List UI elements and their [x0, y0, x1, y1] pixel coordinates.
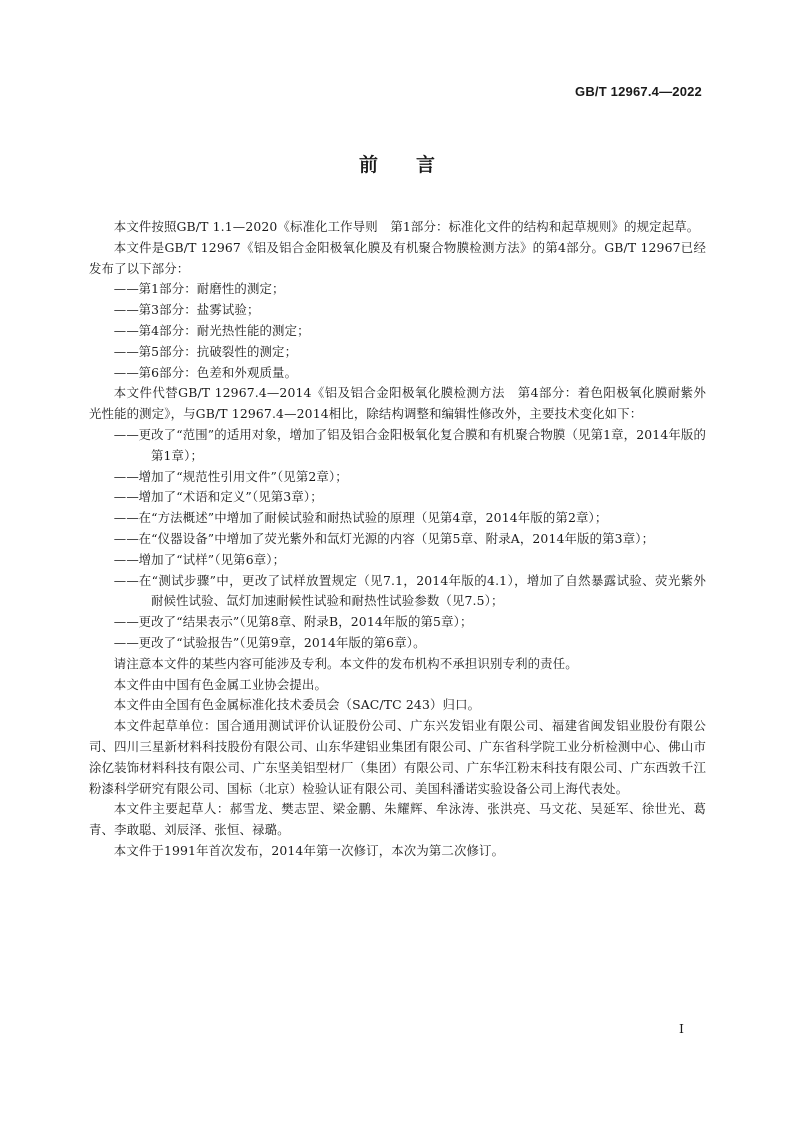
dash-marker: ——	[113, 322, 139, 338]
list-item-part: ——第3部分：盐雾试验；	[114, 300, 706, 321]
paragraph-replaces: 本文件代替GB/T 12967.4—2014《铝及铝合金阳极氧化膜检测方法 第4部分：着色阳极氧化膜耐紫外光性能的测定》，与GB/T 12967.4—2014相比，除结构调整和编辑性修改外，主要技术变化如下：	[89, 385, 706, 422]
dash-marker: ——	[113, 530, 139, 546]
paragraph-patent-notice: 请注意本文件的某些内容可能涉及专利。本文件的发布机构不承担识别专利的责任。	[113, 655, 578, 671]
list-item-change: ——增加了“试样”（见第6章）；	[114, 550, 706, 571]
list-item-change: ——增加了“术语和定义”（见第3章）；	[114, 487, 706, 508]
dash-marker: ——	[113, 572, 139, 588]
list-item-change: ——在“方法概述”中增加了耐候试验和耐热试验的原理（见第4章，2014年版的第2章）；	[114, 508, 706, 529]
paragraph-drafters: 本文件主要起草人：郝雪龙、樊志罡、梁金鹏、朱耀辉、牟泳涛、张洪亮、马文花、吴延军、徐世光、葛青、李敢聪、刘辰泽、张恒、禄璐。	[89, 801, 706, 838]
list-item-change: ——更改了“试验报告”（见第9章，2014年版的第6章）。	[114, 633, 706, 654]
page-number: I	[679, 1021, 684, 1036]
dash-marker: ——	[113, 551, 139, 567]
list-item-change: ——更改了“结果表示”（见第8章、附录B，2014年版的第5章）；	[114, 612, 706, 633]
dash-marker: ——	[113, 364, 139, 380]
paragraph-committee: 本文件由全国有色金属标准化技术委员会（SAC/TC 243）归口。	[113, 697, 481, 713]
dash-marker: ——	[113, 343, 139, 359]
dash-marker: ——	[113, 426, 139, 442]
dash-marker: ——	[113, 634, 139, 650]
page-title: 前言	[358, 154, 473, 176]
dash-marker: ——	[113, 468, 139, 484]
list-item-part: ——第5部分：抗破裂性的测定；	[114, 342, 706, 363]
list-item-change: ——在“仪器设备”中增加了荧光紫外和氙灯光源的内容（见第5章、附录A，2014年版的第3章）；	[114, 529, 706, 550]
dash-marker: ——	[113, 510, 139, 526]
list-item-part: ——第4部分：耐光热性能的测定；	[114, 321, 706, 342]
dash-marker: ——	[113, 614, 139, 630]
paragraph-drafting-rules: 本文件按照GB/T 1.1—2020《标准化工作导则 第1部分：标准化文件的结构和起草规则》的规定起草。	[113, 219, 700, 234]
dash-marker: ——	[113, 489, 139, 505]
standard-number: GB/T 12967.4—2022	[575, 84, 702, 99]
list-item-change: ——在“测试步骤”中，更改了试样放置规定（见7.1，2014年版的4.1），增加了自然暴露试验、荧光紫外耐候性试验、氙灯加速耐候性试验和耐热性试验参数（见7.5）；	[113, 572, 706, 609]
paragraph-proposer: 本文件由中国有色金属工业协会提出。	[113, 676, 327, 692]
paragraph-drafting-units: 本文件起草单位：国合通用测试评价认证股份公司、广东兴发铝业有限公司、福建省闽发铝业股份有限公司、四川三星新材料科技股份有限公司、山东华建铝业集团有限公司、广东省科学院工业分析检测中心、佛山市涂亿装饰材料科技有限公司、广东坚美铝型材厂（集团）有限公司、广东华江粉末科技有限公司、广东西敦千江粉漆科学研究有限公司、国标（北京）检验认证有限公司、美国科潘诺实验设备公司上海代表处。	[89, 718, 706, 796]
document-body	[89, 217, 706, 862]
paragraph-series-parts: 本文件是GB/T 12967《铝及铝合金阳极氧化膜及有机聚合物膜检测方法》的第4部分。GB/T 12967已经发布了以下部分：	[89, 239, 706, 276]
list-item-change: ——更改了“范围”的适用对象，增加了铝及铝合金阳极氧化复合膜和有机聚合物膜（见第1章，2014年版的第1章）；	[113, 426, 706, 463]
dash-marker: ——	[113, 281, 139, 297]
dash-marker: ——	[113, 302, 139, 318]
list-item-change: ——增加了“规范性引用文件”（见第2章）；	[114, 467, 706, 488]
list-item-part: ——第6部分：色差和外观质量。	[114, 363, 706, 384]
paragraph-history: 本文件于1991年首次发布，2014年第一次修订，本次为第二次修订。	[113, 842, 505, 858]
list-item-part: ——第1部分：耐磨性的测定；	[114, 279, 706, 300]
